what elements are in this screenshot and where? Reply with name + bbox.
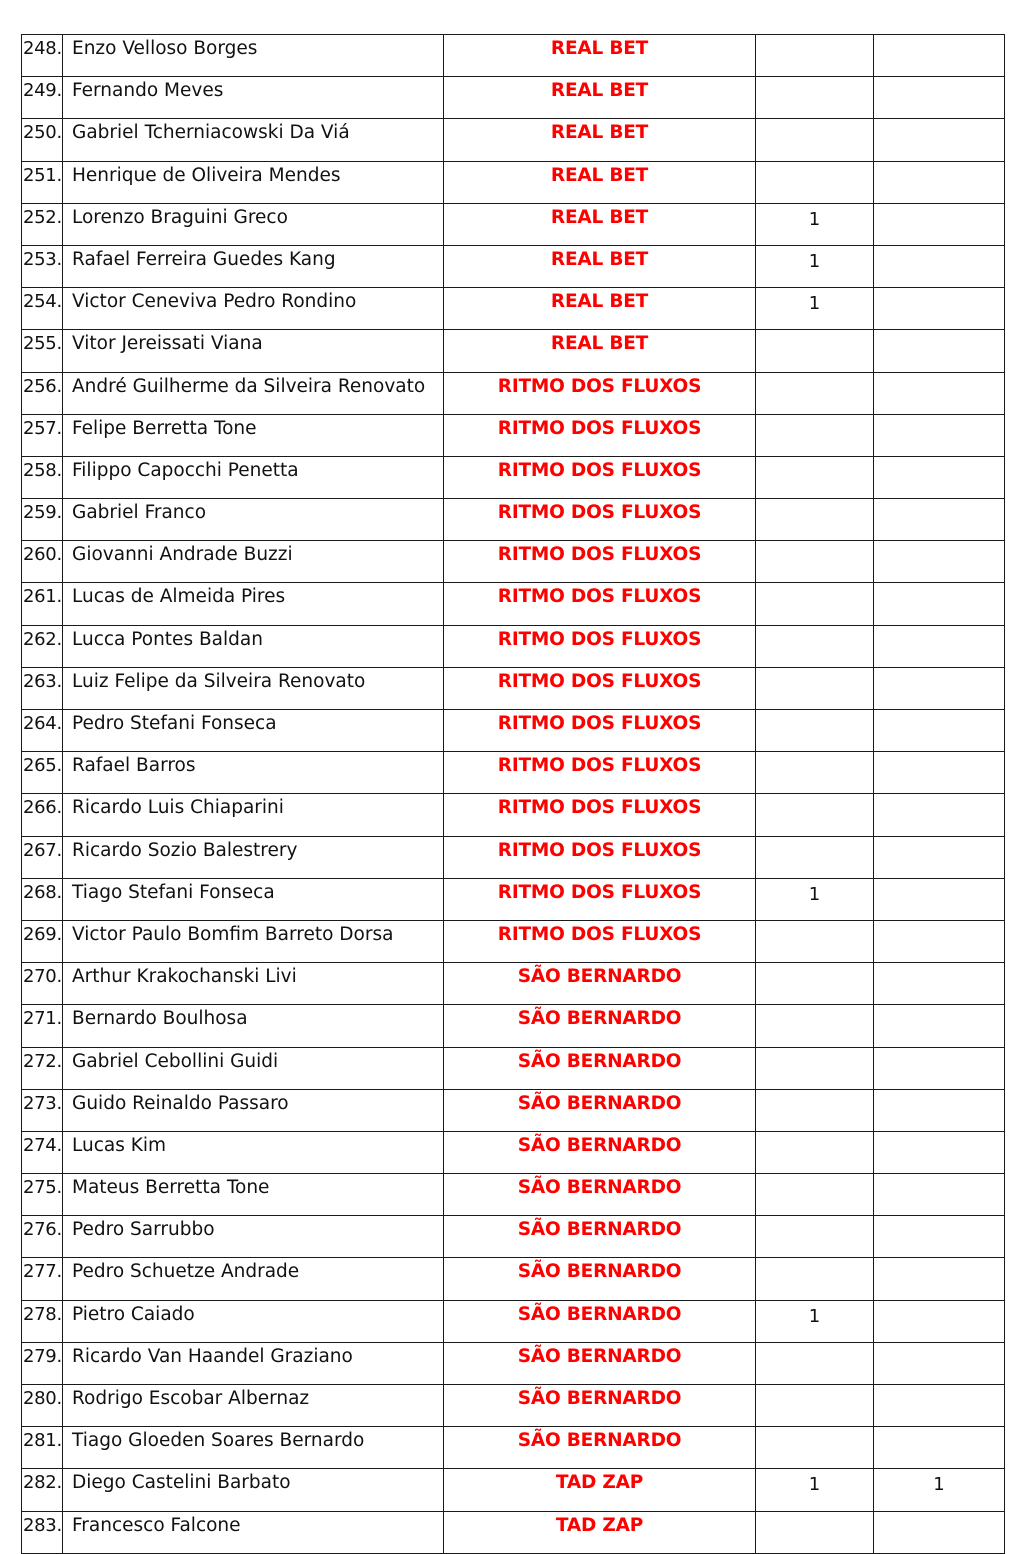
player-name: Guido Reinaldo Passaro xyxy=(63,1089,444,1131)
team-name: RITMO DOS FLUXOS xyxy=(444,710,756,752)
table-row xyxy=(22,1174,1005,1216)
player-name: Arthur Krakochanski Livi xyxy=(63,963,444,1005)
row-number: 248. xyxy=(22,35,63,77)
value-column-2 xyxy=(874,372,1005,414)
value-column-1 xyxy=(756,1047,874,1089)
row-number: 260. xyxy=(22,541,63,583)
value-column-1 xyxy=(756,414,874,456)
value-column-2 xyxy=(874,625,1005,667)
player-name: Ricardo Van Haandel Graziano xyxy=(63,1342,444,1384)
team-name: SÃO BERNARDO xyxy=(444,1005,756,1047)
value-column-2 xyxy=(874,77,1005,119)
value-column-1: 1 xyxy=(756,288,874,330)
row-number: 282. xyxy=(22,1469,63,1511)
team-name: REAL BET xyxy=(444,288,756,330)
row-number: 268. xyxy=(22,878,63,920)
row-number: 271. xyxy=(22,1005,63,1047)
value-column-1 xyxy=(756,963,874,1005)
player-name: Rodrigo Escobar Albernaz xyxy=(63,1385,444,1427)
team-name: REAL BET xyxy=(444,119,756,161)
value-column-1 xyxy=(756,330,874,372)
team-name: REAL BET xyxy=(444,203,756,245)
value-column-1 xyxy=(756,119,874,161)
row-number: 272. xyxy=(22,1047,63,1089)
row-number: 267. xyxy=(22,836,63,878)
player-name: Fernando Meves xyxy=(63,77,444,119)
player-name: Rafael Ferreira Guedes Kang xyxy=(63,245,444,287)
player-name: Francesco Falcone xyxy=(63,1511,444,1553)
team-name: RITMO DOS FLUXOS xyxy=(444,583,756,625)
team-name: RITMO DOS FLUXOS xyxy=(444,920,756,962)
team-name: SÃO BERNARDO xyxy=(444,1216,756,1258)
team-name: TAD ZAP xyxy=(444,1511,756,1553)
player-name: Diego Castelini Barbato xyxy=(63,1469,444,1511)
value-column-1 xyxy=(756,1385,874,1427)
value-column-1 xyxy=(756,1089,874,1131)
value-column-1 xyxy=(756,1216,874,1258)
player-name: Enzo Velloso Borges xyxy=(63,35,444,77)
player-name: Pietro Caiado xyxy=(63,1300,444,1342)
player-name: Gabriel Cebollini Guidi xyxy=(63,1047,444,1089)
table-row xyxy=(22,330,1005,372)
team-name: REAL BET xyxy=(444,330,756,372)
table-row xyxy=(22,456,1005,498)
value-column-1: 1 xyxy=(756,878,874,920)
value-column-2 xyxy=(874,330,1005,372)
value-column-1 xyxy=(756,541,874,583)
table-row xyxy=(22,372,1005,414)
player-name: Lucas Kim xyxy=(63,1131,444,1173)
player-name: Ricardo Sozio Balestrery xyxy=(63,836,444,878)
value-column-1 xyxy=(756,1005,874,1047)
row-number: 280. xyxy=(22,1385,63,1427)
value-column-1 xyxy=(756,752,874,794)
team-name: RITMO DOS FLUXOS xyxy=(444,541,756,583)
row-number: 253. xyxy=(22,245,63,287)
player-name: Victor Paulo Bomfim Barreto Dorsa xyxy=(63,920,444,962)
value-column-2 xyxy=(874,920,1005,962)
table-row xyxy=(22,1089,1005,1131)
player-name: Rafael Barros xyxy=(63,752,444,794)
table-row xyxy=(22,414,1005,456)
player-name: Vitor Jereissati Viana xyxy=(63,330,444,372)
team-name: RITMO DOS FLUXOS xyxy=(444,499,756,541)
value-column-2 xyxy=(874,1385,1005,1427)
value-column-2 xyxy=(874,288,1005,330)
player-name: André Guilherme da Silveira Renovato xyxy=(63,372,444,414)
table-row xyxy=(22,77,1005,119)
value-column-2 xyxy=(874,161,1005,203)
team-name: RITMO DOS FLUXOS xyxy=(444,625,756,667)
team-name: REAL BET xyxy=(444,161,756,203)
value-column-1 xyxy=(756,77,874,119)
value-column-2 xyxy=(874,836,1005,878)
value-column-2 xyxy=(874,1089,1005,1131)
table-row xyxy=(22,794,1005,836)
value-column-2 xyxy=(874,1511,1005,1553)
team-name: REAL BET xyxy=(444,245,756,287)
row-number: 274. xyxy=(22,1131,63,1173)
value-column-1 xyxy=(756,667,874,709)
value-column-2: 1 xyxy=(874,1469,1005,1511)
table-row xyxy=(22,963,1005,1005)
team-name: SÃO BERNARDO xyxy=(444,1427,756,1469)
row-number: 269. xyxy=(22,920,63,962)
value-column-1 xyxy=(756,372,874,414)
table-row xyxy=(22,752,1005,794)
table-row xyxy=(22,161,1005,203)
team-name: RITMO DOS FLUXOS xyxy=(444,372,756,414)
row-number: 257. xyxy=(22,414,63,456)
value-column-2 xyxy=(874,710,1005,752)
table-row xyxy=(22,541,1005,583)
value-column-1 xyxy=(756,836,874,878)
player-name: Lucca Pontes Baldan xyxy=(63,625,444,667)
player-name: Gabriel Franco xyxy=(63,499,444,541)
value-column-1 xyxy=(756,161,874,203)
table-row xyxy=(22,667,1005,709)
row-number: 283. xyxy=(22,1511,63,1553)
row-number: 265. xyxy=(22,752,63,794)
row-number: 249. xyxy=(22,77,63,119)
value-column-2 xyxy=(874,583,1005,625)
row-number: 261. xyxy=(22,583,63,625)
team-name: TAD ZAP xyxy=(444,1469,756,1511)
team-name: RITMO DOS FLUXOS xyxy=(444,878,756,920)
table-row xyxy=(22,499,1005,541)
row-number: 270. xyxy=(22,963,63,1005)
player-name: Ricardo Luis Chiaparini xyxy=(63,794,444,836)
row-number: 263. xyxy=(22,667,63,709)
table-row xyxy=(22,1131,1005,1173)
row-number: 259. xyxy=(22,499,63,541)
table-row xyxy=(22,583,1005,625)
team-name: RITMO DOS FLUXOS xyxy=(444,752,756,794)
value-column-2 xyxy=(874,499,1005,541)
team-name: SÃO BERNARDO xyxy=(444,963,756,1005)
table-row xyxy=(22,1258,1005,1300)
value-column-2 xyxy=(874,35,1005,77)
value-column-1 xyxy=(756,710,874,752)
row-number: 254. xyxy=(22,288,63,330)
row-number: 256. xyxy=(22,372,63,414)
row-number: 277. xyxy=(22,1258,63,1300)
table-row xyxy=(22,836,1005,878)
value-column-1 xyxy=(756,1174,874,1216)
value-column-2 xyxy=(874,752,1005,794)
player-name: Giovanni Andrade Buzzi xyxy=(63,541,444,583)
value-column-2 xyxy=(874,541,1005,583)
player-name: Mateus Berretta Tone xyxy=(63,1174,444,1216)
value-column-1 xyxy=(756,1511,874,1553)
table-row xyxy=(22,878,1005,920)
value-column-2 xyxy=(874,1342,1005,1384)
player-name: Pedro Stefani Fonseca xyxy=(63,710,444,752)
team-name: RITMO DOS FLUXOS xyxy=(444,836,756,878)
value-column-2 xyxy=(874,878,1005,920)
value-column-1 xyxy=(756,583,874,625)
row-number: 252. xyxy=(22,203,63,245)
team-name: SÃO BERNARDO xyxy=(444,1047,756,1089)
player-name: Bernardo Boulhosa xyxy=(63,1005,444,1047)
player-name: Lucas de Almeida Pires xyxy=(63,583,444,625)
row-number: 273. xyxy=(22,1089,63,1131)
team-name: SÃO BERNARDO xyxy=(444,1300,756,1342)
value-column-1 xyxy=(756,794,874,836)
team-name: RITMO DOS FLUXOS xyxy=(444,667,756,709)
value-column-2 xyxy=(874,119,1005,161)
table-row xyxy=(22,625,1005,667)
table-row xyxy=(22,119,1005,161)
row-number: 255. xyxy=(22,330,63,372)
value-column-2 xyxy=(874,1258,1005,1300)
row-number: 281. xyxy=(22,1427,63,1469)
value-column-2 xyxy=(874,1131,1005,1173)
value-column-2 xyxy=(874,1174,1005,1216)
value-column-1 xyxy=(756,920,874,962)
value-column-2 xyxy=(874,245,1005,287)
team-name: RITMO DOS FLUXOS xyxy=(444,414,756,456)
value-column-2 xyxy=(874,667,1005,709)
value-column-2 xyxy=(874,1047,1005,1089)
value-column-1 xyxy=(756,1258,874,1300)
value-column-2 xyxy=(874,794,1005,836)
row-number: 264. xyxy=(22,710,63,752)
value-column-1 xyxy=(756,1131,874,1173)
table-row xyxy=(22,203,1005,245)
value-column-1 xyxy=(756,499,874,541)
value-column-2 xyxy=(874,1300,1005,1342)
player-name: Pedro Schuetze Andrade xyxy=(63,1258,444,1300)
team-name: REAL BET xyxy=(444,77,756,119)
table-row xyxy=(22,1047,1005,1089)
team-name: SÃO BERNARDO xyxy=(444,1131,756,1173)
value-column-2 xyxy=(874,963,1005,1005)
row-number: 276. xyxy=(22,1216,63,1258)
player-name: Henrique de Oliveira Mendes xyxy=(63,161,444,203)
table-row xyxy=(22,710,1005,752)
table-row xyxy=(22,35,1005,77)
row-number: 275. xyxy=(22,1174,63,1216)
team-name: REAL BET xyxy=(444,35,756,77)
team-name: SÃO BERNARDO xyxy=(444,1174,756,1216)
player-name: Victor Ceneviva Pedro Rondino xyxy=(63,288,444,330)
row-number: 266. xyxy=(22,794,63,836)
player-name: Tiago Gloeden Soares Bernardo xyxy=(63,1427,444,1469)
table-row xyxy=(22,245,1005,287)
player-name: Luiz Felipe da Silveira Renovato xyxy=(63,667,444,709)
table-row xyxy=(22,1511,1005,1553)
team-name: RITMO DOS FLUXOS xyxy=(444,794,756,836)
value-column-1 xyxy=(756,625,874,667)
team-name: SÃO BERNARDO xyxy=(444,1089,756,1131)
team-name: SÃO BERNARDO xyxy=(444,1342,756,1384)
row-number: 279. xyxy=(22,1342,63,1384)
table-row xyxy=(22,1216,1005,1258)
value-column-1: 1 xyxy=(756,245,874,287)
value-column-2 xyxy=(874,456,1005,498)
table-row xyxy=(22,1469,1005,1511)
player-name: Felipe Berretta Tone xyxy=(63,414,444,456)
value-column-2 xyxy=(874,1005,1005,1047)
roster-table-body xyxy=(22,35,1005,1554)
table-row xyxy=(22,1342,1005,1384)
team-name: SÃO BERNARDO xyxy=(444,1385,756,1427)
value-column-2 xyxy=(874,1216,1005,1258)
value-column-1 xyxy=(756,1342,874,1384)
value-column-1: 1 xyxy=(756,1300,874,1342)
player-name: Pedro Sarrubbo xyxy=(63,1216,444,1258)
value-column-1: 1 xyxy=(756,203,874,245)
row-number: 258. xyxy=(22,456,63,498)
table-row xyxy=(22,920,1005,962)
row-number: 262. xyxy=(22,625,63,667)
team-name: RITMO DOS FLUXOS xyxy=(444,456,756,498)
player-name: Tiago Stefani Fonseca xyxy=(63,878,444,920)
value-column-2 xyxy=(874,203,1005,245)
table-row xyxy=(22,1005,1005,1047)
value-column-1 xyxy=(756,456,874,498)
value-column-1: 1 xyxy=(756,1469,874,1511)
roster-table xyxy=(21,34,1005,1554)
team-name: SÃO BERNARDO xyxy=(444,1258,756,1300)
table-row xyxy=(22,1385,1005,1427)
player-name: Gabriel Tcherniacowski Da Viá xyxy=(63,119,444,161)
table-row xyxy=(22,288,1005,330)
table-row xyxy=(22,1300,1005,1342)
row-number: 250. xyxy=(22,119,63,161)
player-name: Lorenzo Braguini Greco xyxy=(63,203,444,245)
row-number: 251. xyxy=(22,161,63,203)
value-column-1 xyxy=(756,35,874,77)
row-number: 278. xyxy=(22,1300,63,1342)
player-name: Filippo Capocchi Penetta xyxy=(63,456,444,498)
value-column-2 xyxy=(874,414,1005,456)
